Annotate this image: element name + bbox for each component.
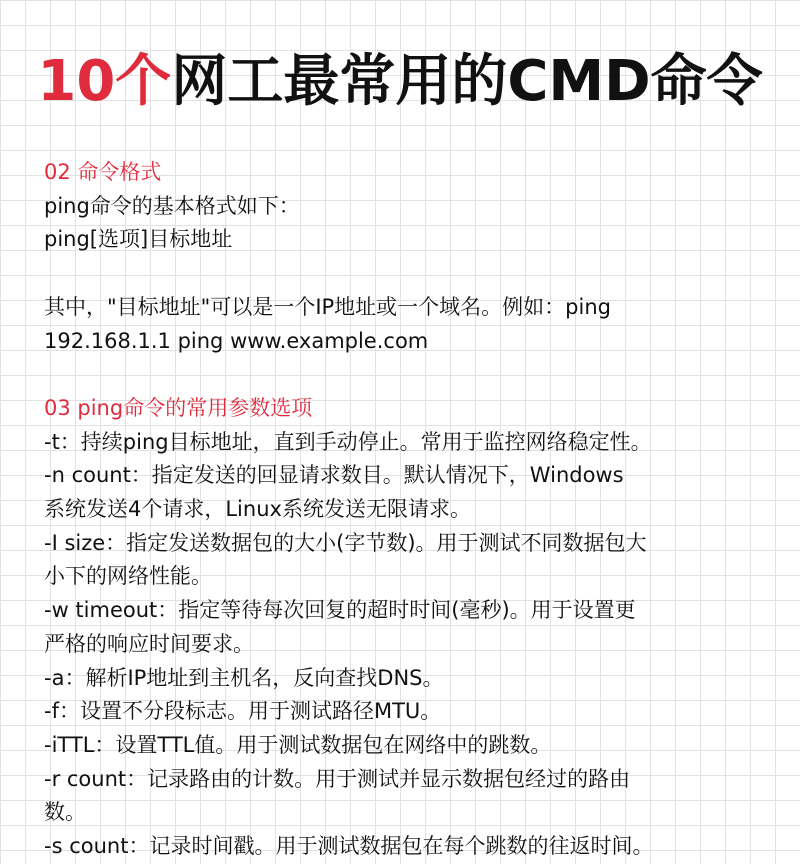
option-line-s: -s count：记录时间戳。用于测试数据包在每个跳数的往返时间。: [44, 834, 654, 859]
option-line-i: -iTTL：设置TTL值。用于测试数据包在网络中的跳数。: [44, 732, 552, 757]
section-02-example-line: 192.168.1.1 ping www.example.com: [44, 328, 429, 353]
option-line-a: -a：解析IP地址到主机名，反向查找DNS。: [44, 665, 444, 690]
title-accent: 10个: [37, 49, 172, 114]
section-02-heading: 02 命令格式: [44, 160, 162, 184]
paragraph-spacer: [44, 257, 764, 291]
paragraph-spacer: [44, 358, 764, 392]
option-line-w: -w timeout：指定等待每次回复的超时时间(毫秒)。用于设置更: [44, 598, 636, 623]
option-line-n: -n count：指定发送的回显请求数目。默认情况下，Windows: [44, 463, 624, 488]
option-line-r: -r count：记录路由的计数。用于测试并显示数据包经过的路由: [44, 766, 631, 791]
section-02-line: ping[选项]目标地址: [44, 227, 233, 252]
title-rest: 网工最常用的CMD命令: [171, 49, 763, 114]
option-line-l: -I size：指定发送数据包的大小(字节数)。用于测试不同数据包大: [44, 530, 647, 555]
option-line-t: -t：持续ping目标地址，直到手动停止。常用于监控网络稳定性。: [44, 429, 652, 454]
option-line-r-cont: 数。: [44, 800, 86, 825]
section-02-line: ping命令的基本格式如下：: [44, 193, 300, 218]
option-line-f: -f：设置不分段标志。用于测试路径MTU。: [44, 699, 442, 724]
option-line-l-cont: 小下的网络性能。: [44, 564, 212, 589]
option-line-w-cont: 严格的响应时间要求。: [44, 631, 254, 656]
section-02-example-line: 其中，"目标地址"可以是一个IP地址或一个域名。例如：ping: [44, 294, 611, 319]
page-title: [0, 42, 800, 122]
article-body: [44, 156, 764, 864]
option-line-n-cont: 系统发送4个请求，Linux系统发送无限请求。: [44, 497, 471, 521]
section-03-heading: 03 ping命令的常用参数选项: [44, 395, 313, 420]
